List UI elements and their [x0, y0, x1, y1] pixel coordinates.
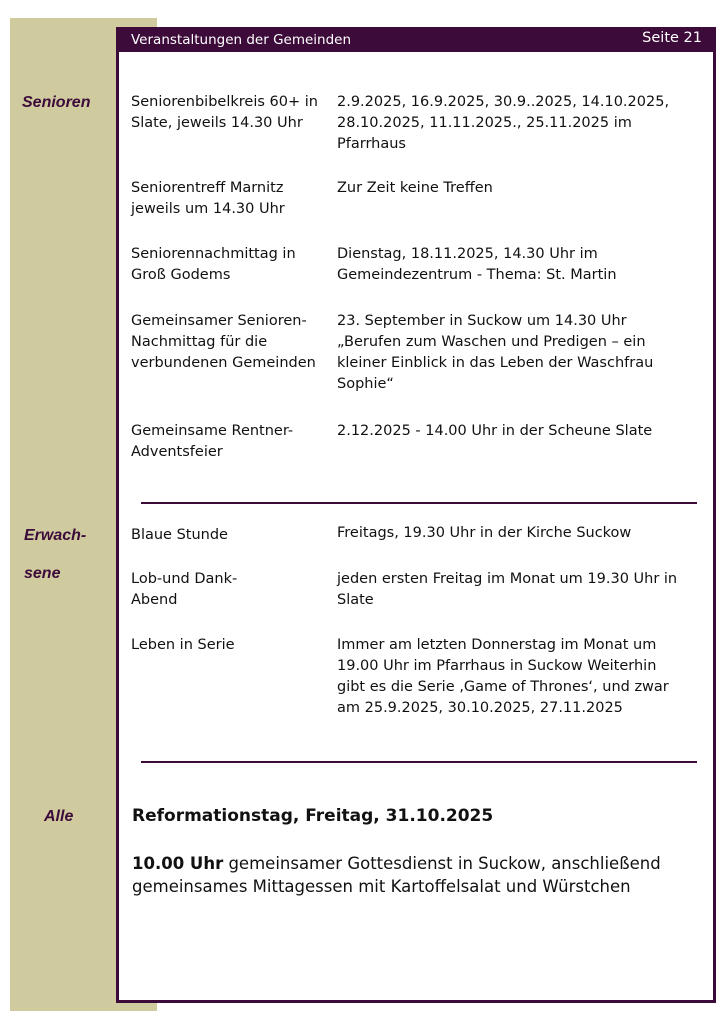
event-name: Lob-und Dank-Abend [131, 571, 238, 608]
event-info: 2.12.2025 - 14.00 Uhr in der Scheune Slate [337, 423, 653, 439]
event-info: Immer am letzten Donnerstag im Monat um 19.00 Uhr im Pfarrhaus in Suckow Weiterhin gibt es die Serie ‚Game of Thrones‘, und zwar am 25.9.2025, 30.10.2025, 27.11.2025 [337, 637, 669, 716]
reformation-description: gemeinsamer Gottesdienst in Suckow, anschließend gemeinsames Mittagessen mit Kartoffelsalat und Würstchen [132, 854, 661, 896]
event-name: Leben in Serie [131, 637, 235, 653]
event-info: 2.9.2025, 16.9.2025, 30.9..2025, 14.10.2025, 28.10.2025, 11.11.2025., 25.11.2025 im Pfarrhaus [337, 94, 670, 152]
section-divider [141, 761, 697, 763]
event-name: Seniorennachmittag in Groß Godems [131, 246, 296, 283]
event-name: Gemeinsame Rentner-Adventsfeier [131, 423, 294, 460]
page-number: Seite 21 [642, 30, 702, 46]
event-info: 23. September in Suckow um 14.30 Uhr „Berufen zum Waschen und Predigen – ein kleiner Einblick in das Leben der Waschfrau Sophie“ [337, 313, 654, 392]
page-header [116, 27, 716, 52]
section-divider [141, 502, 697, 504]
section-label-senioren: Senioren [22, 94, 91, 111]
reformation-title: Reformationstag, Freitag, 31.10.2025 [132, 806, 494, 826]
section-label-erwachsene-1: Erwach- [24, 527, 87, 544]
event-info: Dienstag, 18.11.2025, 14.30 Uhr im Gemeindezentrum - Thema: St. Martin [337, 246, 617, 283]
event-name: Gemeinsamer Senioren-Nachmittag für die verbundenen Gemeinden [131, 313, 316, 371]
section-label-erwachsene-2: sene [24, 565, 61, 582]
header-title: Veranstaltungen der Gemeinden [131, 32, 352, 48]
reformation-text [132, 852, 707, 898]
event-info: Zur Zeit keine Treffen [337, 180, 493, 196]
event-name: Blaue Stunde [131, 527, 228, 543]
reformation-time: 10.00 Uhr [132, 854, 224, 873]
event-info: jeden ersten Freitag im Monat um 19.30 Uhr in Slate [337, 571, 678, 608]
event-name: Seniorenbibelkreis 60+ in Slate, jeweils 14.30 Uhr [131, 94, 318, 131]
event-name: Seniorentreff Marnitz jeweils um 14.30 Uhr [131, 180, 285, 217]
section-label-alle: Alle [44, 808, 74, 825]
event-info: Freitags, 19.30 Uhr in der Kirche Suckow [337, 525, 632, 541]
